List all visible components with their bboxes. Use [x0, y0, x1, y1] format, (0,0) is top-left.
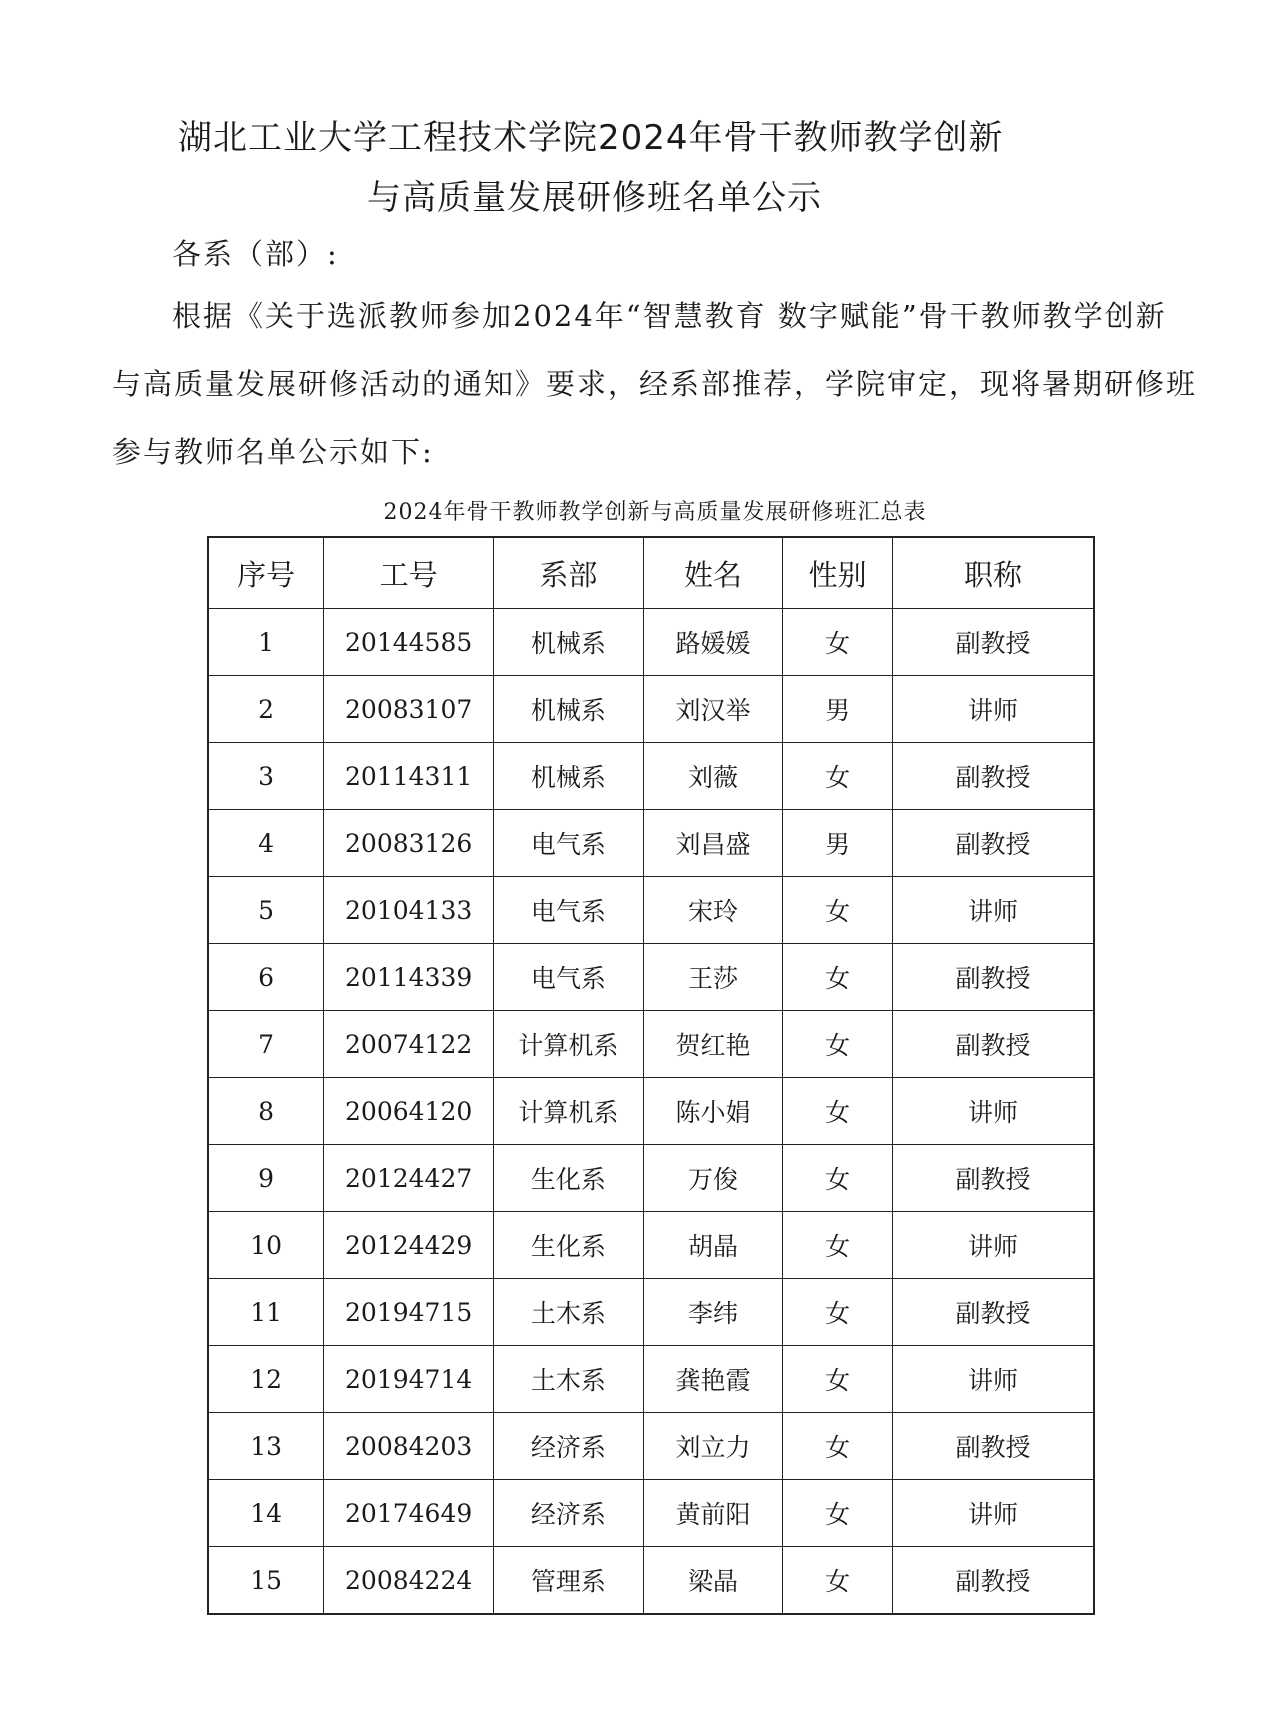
- table-row: [208, 1346, 1094, 1413]
- cell-name: 刘昌盛: [643, 810, 783, 877]
- header-name: 姓名: [643, 537, 783, 609]
- cell-index: 14: [208, 1480, 324, 1547]
- cell-staff-id: 20084224: [324, 1547, 494, 1615]
- cell-title: 讲师: [893, 1212, 1094, 1279]
- table-row: [208, 676, 1094, 743]
- cell-index: 10: [208, 1212, 324, 1279]
- table-row: [208, 743, 1094, 810]
- cell-gender: 女: [783, 1413, 893, 1480]
- cell-title: 副教授: [893, 609, 1094, 676]
- body-line-3: 参与教师名单公示如下:: [112, 435, 434, 469]
- cell-staff-id: 20144585: [324, 609, 494, 676]
- cell-department: 土木系: [494, 1346, 644, 1413]
- cell-staff-id: 20124427: [324, 1145, 494, 1212]
- cell-title: 讲师: [893, 877, 1094, 944]
- cell-index: 1: [208, 609, 324, 676]
- cell-staff-id: 20194714: [324, 1346, 494, 1413]
- cell-department: 机械系: [494, 609, 644, 676]
- cell-title: 副教授: [893, 810, 1094, 877]
- table-row: [208, 1547, 1094, 1615]
- cell-title: 讲师: [893, 1346, 1094, 1413]
- table-row: [208, 1413, 1094, 1480]
- table-row: [208, 877, 1094, 944]
- table-row: [208, 1078, 1094, 1145]
- cell-gender: 女: [783, 1212, 893, 1279]
- cell-name: 李纬: [643, 1279, 783, 1346]
- cell-gender: 女: [783, 944, 893, 1011]
- cell-department: 管理系: [494, 1547, 644, 1615]
- cell-department: 生化系: [494, 1212, 644, 1279]
- cell-name: 陈小娟: [643, 1078, 783, 1145]
- cell-title: 副教授: [893, 1011, 1094, 1078]
- document-title-line-2: 与高质量发展研修班名单公示: [367, 178, 822, 218]
- table-row: [208, 944, 1094, 1011]
- cell-name: 王莎: [643, 944, 783, 1011]
- cell-name: 黄前阳: [643, 1480, 783, 1547]
- body-line-1: 根据《关于选派教师参加2024年“智慧教育 数字赋能”骨干教师教学创新: [172, 299, 1167, 333]
- cell-department: 计算机系: [494, 1011, 644, 1078]
- body-line-2: 与高质量发展研修活动的通知》要求，经系部推荐，学院审定，现将暑期研修班: [112, 367, 1198, 401]
- cell-name: 梁晶: [643, 1547, 783, 1615]
- header-department: 系部: [494, 537, 644, 609]
- cell-name: 贺红艳: [643, 1011, 783, 1078]
- cell-department: 电气系: [494, 944, 644, 1011]
- cell-department: 机械系: [494, 676, 644, 743]
- cell-gender: 女: [783, 1547, 893, 1615]
- cell-staff-id: 20114339: [324, 944, 494, 1011]
- cell-gender: 女: [783, 1346, 893, 1413]
- cell-title: 副教授: [893, 743, 1094, 810]
- cell-index: 6: [208, 944, 324, 1011]
- cell-staff-id: 20074122: [324, 1011, 494, 1078]
- cell-gender: 男: [783, 676, 893, 743]
- document-title-line-1: 湖北工业大学工程技术学院2024年骨干教师教学创新: [178, 118, 1004, 158]
- cell-name: 龚艳霞: [643, 1346, 783, 1413]
- cell-gender: 女: [783, 1145, 893, 1212]
- cell-title: 副教授: [893, 1279, 1094, 1346]
- cell-name: 路媛媛: [643, 609, 783, 676]
- header-staff-id: 工号: [324, 537, 494, 609]
- cell-department: 机械系: [494, 743, 644, 810]
- cell-staff-id: 20104133: [324, 877, 494, 944]
- table-row: [208, 609, 1094, 676]
- table-row: [208, 1212, 1094, 1279]
- cell-staff-id: 20083107: [324, 676, 494, 743]
- cell-title: 副教授: [893, 1547, 1094, 1615]
- cell-title: 副教授: [893, 1413, 1094, 1480]
- salutation: 各系（部）:: [172, 237, 339, 271]
- cell-index: 13: [208, 1413, 324, 1480]
- cell-gender: 女: [783, 877, 893, 944]
- cell-title: 讲师: [893, 1480, 1094, 1547]
- cell-department: 电气系: [494, 810, 644, 877]
- cell-staff-id: 20083126: [324, 810, 494, 877]
- table-row: [208, 1279, 1094, 1346]
- table-row: [208, 1011, 1094, 1078]
- cell-staff-id: 20084203: [324, 1413, 494, 1480]
- cell-gender: 女: [783, 609, 893, 676]
- cell-staff-id: 20174649: [324, 1480, 494, 1547]
- cell-department: 土木系: [494, 1279, 644, 1346]
- cell-gender: 男: [783, 810, 893, 877]
- header-title: 职称: [893, 537, 1094, 609]
- cell-department: 计算机系: [494, 1078, 644, 1145]
- cell-staff-id: 20064120: [324, 1078, 494, 1145]
- cell-index: 3: [208, 743, 324, 810]
- cell-name: 刘汉举: [643, 676, 783, 743]
- cell-index: 11: [208, 1279, 324, 1346]
- cell-gender: 女: [783, 743, 893, 810]
- cell-department: 经济系: [494, 1413, 644, 1480]
- roster-table: [207, 536, 1095, 1615]
- cell-index: 2: [208, 676, 324, 743]
- cell-index: 7: [208, 1011, 324, 1078]
- cell-index: 15: [208, 1547, 324, 1615]
- header-gender: 性别: [783, 537, 893, 609]
- cell-title: 副教授: [893, 1145, 1094, 1212]
- cell-staff-id: 20194715: [324, 1279, 494, 1346]
- cell-index: 8: [208, 1078, 324, 1145]
- cell-staff-id: 20124429: [324, 1212, 494, 1279]
- cell-index: 4: [208, 810, 324, 877]
- cell-title: 讲师: [893, 676, 1094, 743]
- cell-name: 胡晶: [643, 1212, 783, 1279]
- cell-department: 生化系: [494, 1145, 644, 1212]
- cell-name: 刘薇: [643, 743, 783, 810]
- cell-name: 宋玲: [643, 877, 783, 944]
- cell-title: 副教授: [893, 944, 1094, 1011]
- table-row: [208, 1480, 1094, 1547]
- cell-index: 5: [208, 877, 324, 944]
- table-row: [208, 810, 1094, 877]
- cell-gender: 女: [783, 1011, 893, 1078]
- cell-department: 电气系: [494, 877, 644, 944]
- cell-name: 万俊: [643, 1145, 783, 1212]
- cell-gender: 女: [783, 1480, 893, 1547]
- cell-index: 9: [208, 1145, 324, 1212]
- cell-gender: 女: [783, 1279, 893, 1346]
- cell-staff-id: 20114311: [324, 743, 494, 810]
- header-index: 序号: [208, 537, 324, 609]
- cell-gender: 女: [783, 1078, 893, 1145]
- cell-department: 经济系: [494, 1480, 644, 1547]
- table-header-row: [208, 537, 1094, 609]
- cell-index: 12: [208, 1346, 324, 1413]
- table-row: [208, 1145, 1094, 1212]
- cell-name: 刘立力: [643, 1413, 783, 1480]
- cell-title: 讲师: [893, 1078, 1094, 1145]
- table-caption: 2024年骨干教师教学创新与高质量发展研修班汇总表: [383, 500, 927, 525]
